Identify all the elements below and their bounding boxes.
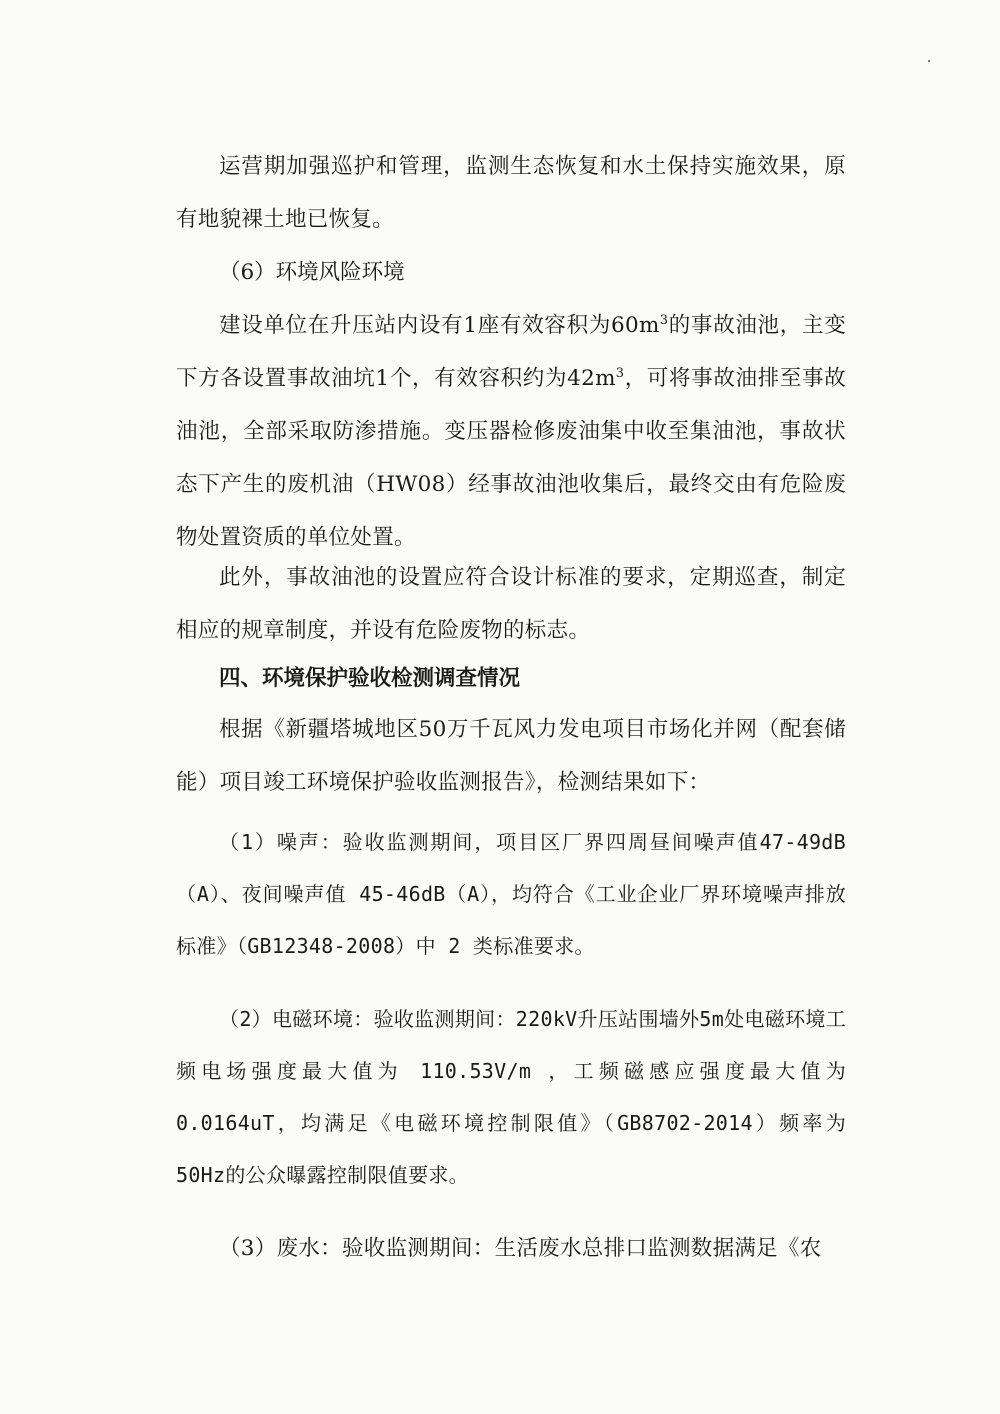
scan-speck (928, 60, 930, 62)
paragraph-according-to-report: 根据《新疆塔城地区50万千瓦风力发电项目市场化并网（配套储能）项目竣工环境保护验收监测报告》，检测结果如下： (176, 717, 846, 795)
paragraph-text: 运营期加强巡护和管理，监测生态恢复和水土保持实施效果，原有地貌裸土地已恢复。 (176, 154, 846, 232)
paragraph-electromagnetic: （2）电磁环境：验收监测期间：220kV升压站围墙外5m处电磁环境工频电场强度最大值为 110.53V/m ，工频磁感应强度最大值为0.0164uT，均满足《电磁环境控制限值》（GB8702-2014）频率为 50Hz的公众曝露控制限值要求。 (176, 1007, 846, 1187)
paragraph-noise: （1）噪声：验收监测期间，项目区厂界四周昼间噪声值47-49dB（A）、夜间噪声值 45-46dB（A），均符合《工业企业厂界环境噪声排放标准》（GB12348-2008）中 2 类标准要求。 (176, 830, 846, 958)
superscript: 3 (659, 312, 669, 328)
paragraph-accident-oil-pool (176, 299, 846, 564)
paragraph-operation-period (176, 140, 846, 246)
paragraph-wastewater: （3）废水：验收监测期间：生活废水总排口监测数据满足《农 (219, 1236, 822, 1261)
paragraph-text: ，可将事故油排至事故油池，全部采取防渗措施。变压器检修废油集中收至集油池，事故状态下产生的废机油（HW08）经事故油池收集后，最终交由有危险废物处置资质的单位处置。 (176, 366, 846, 550)
chapter-heading-acceptance-monitoring: 四、环境保护验收检测调查情况 (219, 666, 521, 691)
paragraph-text: 建设单位在升压站内设有1座有效容积为60m (219, 313, 660, 338)
superscript: 3 (615, 365, 625, 381)
section-heading-environmental-risk: （6）环境风险环境 (219, 260, 405, 285)
paragraph-additionally: 此外，事故油池的设置应符合设计标准的要求，定期巡查，制定相应的规章制度，并设有危险废物的标志。 (176, 565, 846, 643)
paragraph-text: 的事故油池，主变下方各设置事故油坑1个，有效容积约为42m (176, 313, 846, 391)
